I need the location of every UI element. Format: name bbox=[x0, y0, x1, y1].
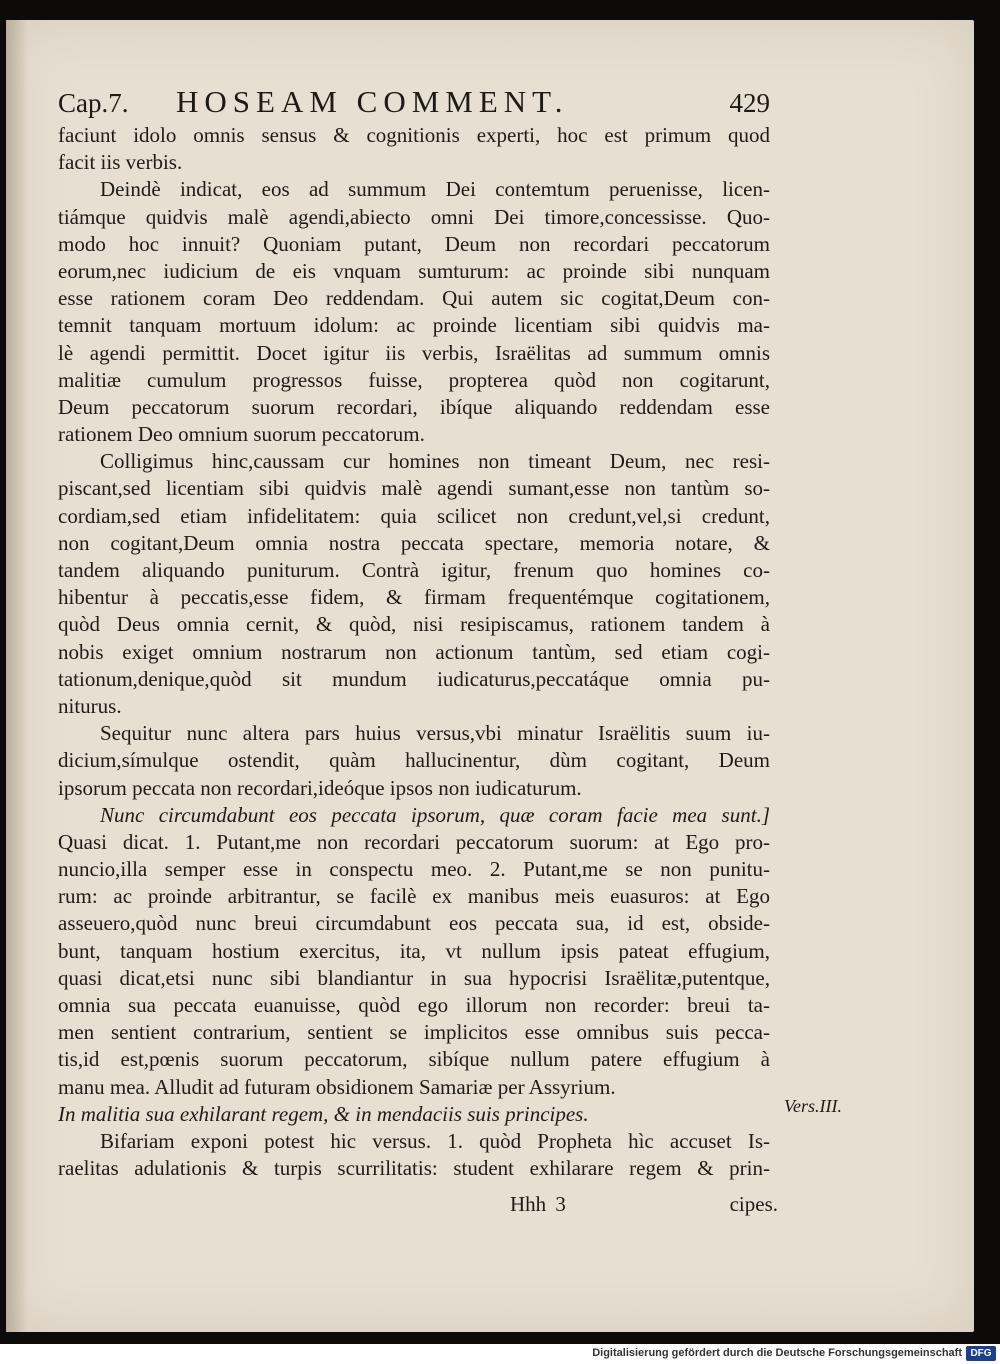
text-line: eorum,nec iudicium de eis vnquam sumturum: ac proinde sibi nunquam bbox=[58, 258, 770, 283]
text-line: asseuero,quòd nunc breui circumdabunt eos peccata sua, id est, obside- bbox=[58, 911, 770, 936]
text-line: rationem Deo omnium suorum peccatorum. bbox=[58, 422, 425, 447]
text-line: bunt, tanquam hostium exercitus, ita, vt nullum ipsis pateat effugium, bbox=[58, 938, 770, 963]
running-title: HOSEAM COMMENT. bbox=[176, 84, 569, 119]
text-line: tiámque quidvis malè agendi,abiecto omni Dei timore,concessisse. Quo- bbox=[58, 204, 770, 229]
paragraph-start-line: Bifariam exponi potest hic versus. 1. quòd Propheta hìc accuset Is- bbox=[100, 1128, 770, 1153]
margin-verse-note: Vers.III. bbox=[784, 1096, 842, 1116]
text-line: esse rationem coram Deo reddendam. Qui autem sic cogitat,Deum con- bbox=[58, 286, 770, 311]
running-head bbox=[58, 82, 770, 122]
text-line: hibentur à peccatis,esse fidem, & firmam frequentémque cogitationem, bbox=[58, 585, 770, 610]
text-line: Quasi dicat. 1. Putant,me non recordari peccatorum suorum: at Ego pro- bbox=[58, 829, 770, 854]
text-line: rum: ac proinde arbitrantur, se facilè ex manibus meis euasuros: at Ego bbox=[58, 884, 770, 909]
text-line: men sentient contrarium, sentient se implicitos esse omnibus suis pecca- bbox=[58, 1020, 770, 1045]
footer-bar bbox=[0, 1344, 1000, 1364]
text-line: tis,id est,pœnis suorum peccatorum, sibíque nullum patere effugium à bbox=[58, 1047, 770, 1072]
text-line: modo hoc innuit? Quoniam putant, Deum non recordari peccatorum bbox=[58, 231, 770, 256]
signature-mark: Hhh 3 bbox=[510, 1192, 566, 1216]
scripture-lemma-line: In malitia sua exhilarant regem, & in mendaciis suis principes. bbox=[58, 1101, 589, 1126]
text-line: facit iis verbis. bbox=[58, 150, 183, 175]
catchword: cipes. bbox=[729, 1192, 778, 1216]
text-line: cordiam,sed etiam infidelitatem: quia scilicet non credunt,vel,si credunt, bbox=[58, 503, 770, 528]
dfg-logo: DFG bbox=[966, 1346, 996, 1361]
text-line: manu mea. Alludit ad futuram obsidionem Samariæ per Assyrium. bbox=[58, 1074, 616, 1099]
text-line: temnit tanquam mortuum idolum: ac proinde licentiam sibi quidvis ma- bbox=[58, 313, 770, 338]
text-line: ipsorum peccata non recordari,ideóque ipsos non iudicaturum. bbox=[58, 775, 582, 800]
text-line: quòd Deus omnia cernit, & quòd, nisi resipiscamus, rationem tandem à bbox=[58, 612, 770, 637]
paragraph-start-line: Deindè indicat, eos ad summum Dei contemtum peruenisse, licen- bbox=[100, 177, 770, 202]
scripture-lemma-line: Nunc circumdabunt eos peccata ipsorum, quæ coram facie mea sunt.] bbox=[100, 802, 770, 827]
text-line: omnia sua peccata euanuisse, quòd ego illorum non recorder: breui ta- bbox=[58, 993, 770, 1017]
text-line: Deum peccatorum suorum recordari, ibíque aliquando reddendam esse bbox=[58, 394, 770, 419]
chapter-label: Cap.7. bbox=[58, 88, 129, 118]
page-gutter-shadow bbox=[6, 20, 28, 1332]
page-number: 429 bbox=[729, 88, 770, 118]
text-line: nuncio,illa semper esse in conspectu meo. 2. Putant,me se non punitu- bbox=[58, 857, 770, 882]
text-line: malitiæ cumulum progressos fuisse, propterea quòd non cogitarunt, bbox=[58, 367, 770, 392]
text-line: nobis exiget omnium nostrarum non actionum tantùm, sed etiam cogi- bbox=[58, 639, 770, 664]
funding-credit: Digitalisierung gefördert durch die Deutsche Forschungsgemeinschaft bbox=[592, 1347, 962, 1359]
paragraph-start-line: Colligimus hinc,caussam cur homines non timeant Deum, nec resi- bbox=[100, 449, 770, 474]
text-line: piscant,sed licentiam sibi quidvis malè agendi sumant,esse non tantùm so- bbox=[58, 476, 770, 501]
text-line: raelitas adulationis & turpis scurrilitatis: student exhilarare regem & prin- bbox=[58, 1156, 770, 1181]
paragraph-start-line: Sequitur nunc altera pars huius versus,vbi minatur Israëlitis suum iu- bbox=[100, 721, 770, 746]
text-line: niturus. bbox=[58, 693, 122, 718]
text-line: quasi dicat,etsi nunc sibi blandiantur in sua hypocrisi Israëlitæ,putentque, bbox=[58, 965, 770, 990]
text-line: tandem aliquando puniturum. Contrà igitur, frenum quo homines co- bbox=[58, 558, 770, 582]
text-line: tationum,denique,quòd sit mundum iudicaturus,peccatáque omnia pu- bbox=[58, 666, 770, 691]
text-line: non cogitant,Deum omnia nostra peccata spectare, memoria notare, & bbox=[58, 530, 770, 555]
text-line: dicium,símulque ostendit, quàm hallucinentur, dùm cogitant, Deum bbox=[58, 748, 770, 773]
body-text bbox=[58, 122, 770, 1182]
text-line: lè agendi permittit. Docet igitur iis verbis, Israëlitas ad summum omnis bbox=[58, 340, 770, 365]
text-line: faciunt idolo omnis sensus & cognitionis experti, hoc est primum quod bbox=[58, 123, 770, 147]
